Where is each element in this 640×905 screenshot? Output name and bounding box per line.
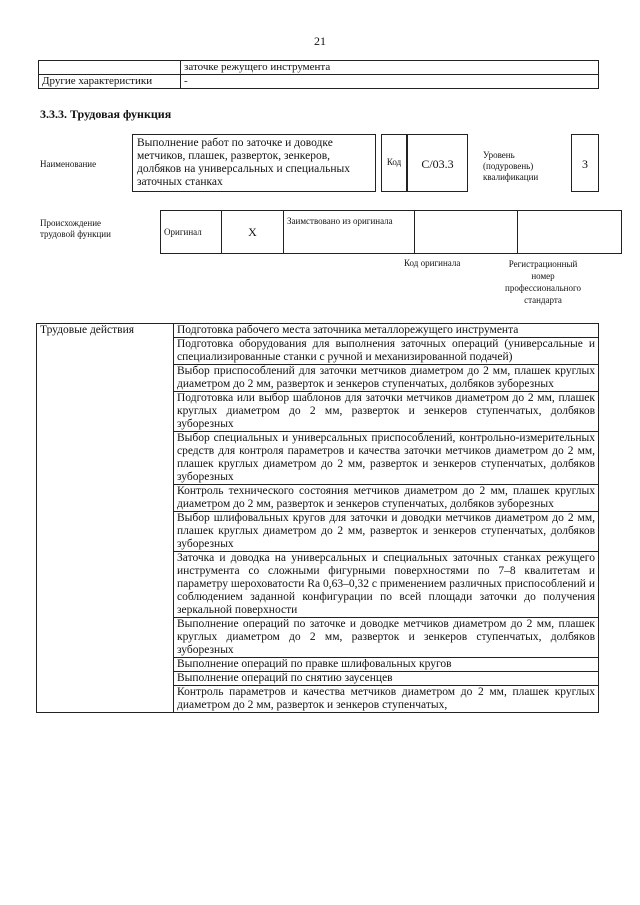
code-original-caption: Код оригинала bbox=[404, 258, 461, 268]
origin-label: Происхождение трудовой функции bbox=[40, 218, 111, 239]
category-label: Трудовые действия bbox=[37, 324, 174, 713]
table-row bbox=[37, 324, 599, 338]
table-cell: - bbox=[181, 75, 599, 89]
original-label: Оригинал bbox=[161, 211, 222, 254]
table-row bbox=[39, 75, 599, 89]
level-label: Уровень (подуровень) квалификации bbox=[483, 150, 539, 182]
characteristics-table bbox=[38, 60, 599, 89]
reg-number-caption: Регистрационный номер профессионального стандарта bbox=[505, 259, 581, 305]
origin-table bbox=[160, 210, 622, 254]
table-row bbox=[161, 211, 622, 254]
empty-cell bbox=[39, 61, 181, 75]
section-title: 3.3.3. Трудовая функция bbox=[40, 107, 172, 121]
reg-number-cell bbox=[518, 211, 622, 254]
name-label: Наименование bbox=[40, 159, 97, 169]
work-action-item: Выполнение операций по снятию заусенцев bbox=[174, 672, 599, 686]
page-number: 21 bbox=[314, 34, 326, 48]
work-action-item: Контроль параметров и качества метчиков диаметром до 2 мм, плашек круглых диаметром до 2 мм, разверток и зенкеров ступенчатых, bbox=[174, 686, 599, 713]
work-action-item: Выбор специальных и универсальных приспособлений, контрольно-измерительных средств для контроля параметров и качества заточки метчиков диаметром до 2 мм, плашек круглых диаметром до 2 мм, разверток и зенкеров ступенчатых, долбяков зуборезных bbox=[174, 432, 599, 485]
work-actions-table bbox=[36, 323, 599, 713]
code-value: С/03.3 bbox=[407, 134, 468, 192]
table-row bbox=[39, 61, 599, 75]
work-action-item: Выбор приспособлений для заточки метчиков диаметром до 2 мм, плашек круглых диаметром до 2 мм, разверток и зенкеров ступенчатых, долбяков зуборезных bbox=[174, 365, 599, 392]
function-name: Выполнение работ по заточке и доводке метчиков, плашек, разверток, зенкеров, долбяков на универсальных и специальных заточных станках bbox=[132, 134, 376, 192]
table-cell-label: Другие характеристики bbox=[39, 75, 181, 89]
work-action-item: Подготовка оборудования для выполнения заточных операций (универсальные и специализированные станки с ручной и механизированной подачей) bbox=[174, 338, 599, 365]
table-cell: заточке режущего инструмента bbox=[181, 61, 599, 75]
work-action-item: Подготовка или выбор шаблонов для заточки метчиков диаметром до 2 мм, плашек круглых диаметром до 2 мм, разверток и зенкеров ступенчатых, долбяков зуборезных bbox=[174, 392, 599, 432]
work-action-item: Подготовка рабочего места заточника металлорежущего инструмента bbox=[174, 324, 599, 338]
code-original-cell bbox=[415, 211, 518, 254]
work-action-item: Выполнение операций по правке шлифовальных кругов bbox=[174, 658, 599, 672]
borrowed-label: Заимствовано из оригинала bbox=[284, 211, 415, 254]
original-mark: Х bbox=[222, 211, 284, 254]
work-action-item: Заточка и доводка на универсальных и специальных заточных станках режущего инструмента со сложными фигурными поверхностями по 7–8 квалитетам и параметру шероховатости Ra 0,63–0,32 с применением различных приспособлений и соблюдением заданной конфигурации по всей площади заточки до получения зеркальной поверхности bbox=[174, 552, 599, 618]
work-action-item: Выбор шлифовальных кругов для заточки и доводки метчиков диаметром до 2 мм, плашек круглых диаметром до 2 мм, разверток и зенкеров ступенчатых, долбяков зуборезных bbox=[174, 512, 599, 552]
level-value: 3 bbox=[571, 134, 599, 192]
work-action-item: Контроль технического состояния метчиков диаметром до 2 мм, плашек круглых диаметром до 2 мм, разверток и зенкеров ступенчатых, долбяков зуборезных bbox=[174, 485, 599, 512]
code-label: Код bbox=[381, 134, 407, 192]
work-action-item: Выполнение операций по заточке и доводке метчиков диаметром до 2 мм, плашек круглых диаметром до 2 мм, разверток и зенкеров ступенчатых, долбяков зуборезных bbox=[174, 618, 599, 658]
